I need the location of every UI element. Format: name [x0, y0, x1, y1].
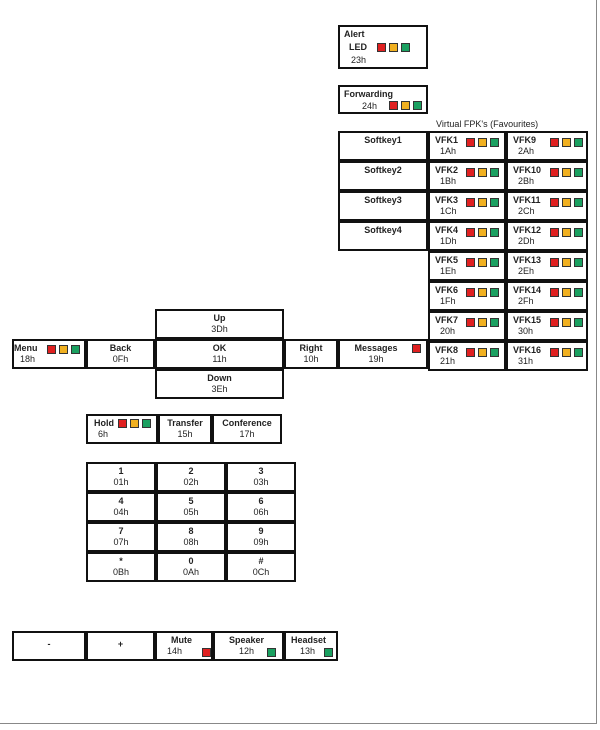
key-leds — [466, 348, 499, 357]
red-led-icon — [47, 345, 56, 354]
vfk-left-2-label: VFK2 — [435, 165, 459, 175]
red-led-icon — [466, 198, 475, 207]
keypad-key-8-code: 08h — [183, 537, 199, 547]
amber-led-icon — [478, 318, 487, 327]
amber-led-icon — [389, 43, 398, 52]
red-led-icon — [550, 318, 559, 327]
transfer-key[interactable] — [158, 414, 212, 444]
messages-key[interactable] — [338, 339, 428, 369]
red-led-icon — [389, 101, 398, 110]
alert-led-key[interactable] — [338, 25, 428, 69]
speaker-code: 12h — [239, 646, 255, 656]
red-led-icon — [550, 258, 559, 267]
key-leds — [466, 198, 499, 207]
green-led-icon — [490, 258, 499, 267]
amber-led-icon — [562, 198, 571, 207]
keypad-key-7-code: 07h — [113, 537, 129, 547]
red-led-icon — [466, 258, 475, 267]
virtual-fpk-caption: Virtual FPK's (Favourites) — [436, 119, 539, 129]
minus-label: - — [47, 639, 51, 649]
menu-leds — [47, 345, 80, 354]
red-led-icon — [377, 43, 386, 52]
vfk-left-7-label: VFK7 — [435, 315, 459, 325]
right-key[interactable] — [284, 339, 338, 369]
green-led-icon — [267, 648, 276, 657]
right-label: Right — [299, 343, 323, 353]
red-led-icon — [550, 198, 559, 207]
vfk-left-5[interactable] — [428, 251, 506, 281]
speaker-leds — [267, 648, 276, 657]
amber-led-icon — [562, 138, 571, 147]
vfk-right-5[interactable] — [506, 251, 588, 281]
headset-label: Headset — [291, 635, 327, 645]
green-led-icon — [401, 43, 410, 52]
hold-label: Hold — [94, 418, 114, 428]
up-label: Up — [213, 313, 226, 323]
key-leds — [550, 138, 583, 147]
speaker-label: Speaker — [229, 635, 265, 645]
green-led-icon — [413, 101, 422, 110]
vfk-left-6-label: VFK6 — [435, 285, 459, 295]
keypad-key-10-label: * — [119, 556, 123, 566]
key-leds — [550, 318, 583, 327]
softkey-2-label: Softkey2 — [364, 165, 402, 175]
hold-code: 6h — [98, 429, 109, 439]
green-led-icon — [71, 345, 80, 354]
red-led-icon — [466, 318, 475, 327]
vfk-left-8-code: 21h — [440, 356, 456, 366]
keypad-key-10-code: 0Bh — [112, 567, 129, 577]
vfk-left-2-code: 1Bh — [440, 176, 457, 186]
vfk-right-8-label: VFK16 — [513, 345, 542, 355]
down-label: Down — [207, 373, 232, 383]
messages-leds — [412, 344, 421, 353]
vfk-left-2[interactable] — [428, 161, 506, 191]
vfk-left-8[interactable] — [428, 341, 506, 371]
vfk-right-3-label: VFK11 — [513, 195, 541, 205]
vfk-right-5-code: 2Eh — [518, 266, 535, 276]
messages-label: Messages — [354, 343, 398, 353]
keypad-key-5-code: 05h — [183, 507, 199, 517]
amber-led-icon — [562, 228, 571, 237]
amber-led-icon — [59, 345, 68, 354]
red-led-icon — [466, 168, 475, 177]
forwarding-code: 24h — [362, 101, 378, 111]
green-led-icon — [324, 648, 333, 657]
green-led-icon — [574, 288, 583, 297]
keypad-key-8-label: 8 — [188, 526, 194, 536]
vfk-right-4[interactable] — [506, 221, 588, 251]
red-led-icon — [550, 138, 559, 147]
green-led-icon — [574, 228, 583, 237]
vfk-right-6-code: 2Fh — [518, 296, 534, 306]
softkey-4[interactable] — [338, 221, 428, 251]
speaker-key[interactable] — [213, 631, 284, 661]
green-led-icon — [490, 348, 499, 357]
green-led-icon — [574, 198, 583, 207]
keypad-key-3-label: 3 — [258, 466, 264, 476]
conference-key[interactable] — [212, 414, 282, 444]
vfk-right-7-label: VFK15 — [513, 315, 542, 325]
amber-led-icon — [401, 101, 410, 110]
keypad-key-11[interactable] — [156, 552, 226, 582]
keypad-key-1[interactable] — [86, 462, 156, 492]
red-led-icon — [550, 348, 559, 357]
back-label: Back — [109, 343, 132, 353]
amber-led-icon — [478, 348, 487, 357]
menu-code: 18h — [20, 354, 36, 364]
key-leds — [550, 168, 583, 177]
down-key[interactable] — [155, 369, 284, 399]
keypad-key-4-label: 4 — [118, 496, 124, 506]
amber-led-icon — [478, 288, 487, 297]
key-leds — [466, 168, 499, 177]
vfk-right-8[interactable] — [506, 341, 588, 371]
keypad-key-2-code: 02h — [183, 477, 199, 487]
vfk-right-4-label: VFK12 — [513, 225, 542, 235]
transfer-code: 15h — [177, 429, 193, 439]
softkey-4-label: Softkey4 — [364, 225, 402, 235]
messages-code: 19h — [368, 354, 384, 364]
vfk-right-1-code: 2Ah — [518, 146, 535, 156]
keypad-key-4[interactable] — [86, 492, 156, 522]
keypad-key-8[interactable] — [156, 522, 226, 552]
keypad-key-12-code: 0Ch — [252, 567, 270, 577]
vfk-right-1-label: VFK9 — [513, 135, 537, 145]
green-led-icon — [574, 258, 583, 267]
plus-label: + — [117, 639, 124, 649]
vfk-left-4-code: 1Dh — [440, 236, 457, 246]
plus-key[interactable] — [86, 631, 155, 661]
conference-code: 17h — [239, 429, 255, 439]
up-code: 3Dh — [211, 324, 228, 334]
red-led-icon — [550, 288, 559, 297]
headset-code: 13h — [300, 646, 316, 656]
conference-label: Conference — [222, 418, 272, 428]
amber-led-icon — [562, 258, 571, 267]
vfk-left-5-code: 1Eh — [440, 266, 457, 276]
vfk-right-8-code: 31h — [518, 356, 534, 366]
amber-led-icon — [562, 288, 571, 297]
red-led-icon — [550, 168, 559, 177]
menu-key[interactable] — [12, 339, 86, 369]
red-led-icon — [466, 288, 475, 297]
alert-sub-label: LED — [349, 42, 367, 52]
vfk-right-2[interactable] — [506, 161, 588, 191]
amber-led-icon — [562, 318, 571, 327]
keypad-key-5-label: 5 — [188, 496, 194, 506]
key-leds — [550, 288, 583, 297]
vfk-left-7[interactable] — [428, 311, 506, 341]
headset-leds — [324, 648, 333, 657]
amber-led-icon — [562, 348, 571, 357]
vfk-right-7[interactable] — [506, 311, 588, 341]
softkey-3-label: Softkey3 — [364, 195, 402, 205]
keypad-key-7[interactable] — [86, 522, 156, 552]
alert-label: Alert — [344, 29, 365, 39]
down-code: 3Eh — [211, 384, 228, 394]
green-led-icon — [142, 419, 151, 428]
key-leds — [466, 138, 499, 147]
key-leds — [466, 318, 499, 327]
ok-code: 11h — [212, 354, 227, 364]
vfk-left-1[interactable] — [428, 131, 506, 161]
hold-key[interactable] — [86, 414, 158, 444]
green-led-icon — [490, 138, 499, 147]
up-key[interactable] — [155, 309, 284, 339]
keypad-key-2[interactable] — [156, 462, 226, 492]
transfer-label: Transfer — [167, 418, 203, 428]
headset-key[interactable] — [284, 631, 338, 661]
keypad-key-5[interactable] — [156, 492, 226, 522]
red-led-icon — [118, 419, 127, 428]
hold-leds — [118, 419, 151, 428]
keypad-key-11-code: 0Ah — [182, 567, 199, 577]
mute-code: 14h — [167, 646, 183, 656]
keypad-key-1-label: 1 — [118, 466, 124, 476]
vfk-right-1[interactable] — [506, 131, 588, 161]
red-led-icon — [412, 344, 421, 353]
alert-code: 23h — [351, 55, 367, 65]
keypad-key-6-code: 06h — [253, 507, 269, 517]
amber-led-icon — [130, 419, 139, 428]
key-leds — [550, 198, 583, 207]
menu-label: Menu — [14, 343, 38, 353]
softkey-1[interactable] — [338, 131, 428, 161]
keypad-key-12[interactable] — [226, 552, 296, 582]
amber-led-icon — [478, 138, 487, 147]
keypad-key-1-code: 01h — [113, 477, 129, 487]
vfk-right-2-label: VFK10 — [513, 165, 542, 175]
vfk-left-5-label: VFK5 — [435, 255, 459, 265]
vfk-right-3-code: 2Ch — [518, 206, 535, 216]
mute-key[interactable] — [155, 631, 213, 661]
amber-led-icon — [562, 168, 571, 177]
keypad-key-12-label: # — [258, 556, 264, 566]
green-led-icon — [490, 318, 499, 327]
green-led-icon — [574, 318, 583, 327]
vfk-right-3[interactable] — [506, 191, 588, 221]
keypad-key-4-code: 04h — [113, 507, 129, 517]
keypad-key-2-label: 2 — [188, 466, 194, 476]
green-led-icon — [574, 168, 583, 177]
vfk-right-4-code: 2Dh — [518, 236, 535, 246]
keypad-key-11-label: 0 — [188, 556, 194, 566]
vfk-left-4-label: VFK4 — [435, 225, 459, 235]
back-code: 0Fh — [112, 354, 129, 364]
minus-key[interactable] — [12, 631, 86, 661]
keypad-key-10[interactable] — [86, 552, 156, 582]
vfk-left-6[interactable] — [428, 281, 506, 311]
vfk-right-7-code: 30h — [518, 326, 534, 336]
key-leds — [466, 228, 499, 237]
ok-label: OK — [212, 343, 227, 353]
vfk-right-6[interactable] — [506, 281, 588, 311]
vfk-left-3-code: 1Ch — [440, 206, 457, 216]
forwarding-leds — [389, 101, 422, 110]
vfk-left-3[interactable] — [428, 191, 506, 221]
key-leds — [466, 288, 499, 297]
key-leds — [550, 348, 583, 357]
vfk-right-6-label: VFK14 — [513, 285, 542, 295]
mute-leds — [202, 648, 211, 657]
keypad-key-6-label: 6 — [258, 496, 264, 506]
green-led-icon — [490, 228, 499, 237]
vfk-left-7-code: 20h — [440, 326, 456, 336]
alert-leds — [377, 43, 410, 52]
ok-key[interactable] — [155, 339, 284, 369]
keypad-key-3[interactable] — [226, 462, 296, 492]
softkey-2[interactable] — [338, 161, 428, 191]
vfk-left-4[interactable] — [428, 221, 506, 251]
amber-led-icon — [478, 168, 487, 177]
vfk-left-1-label: VFK1 — [435, 135, 459, 145]
keypad-key-9-code: 09h — [253, 537, 269, 547]
red-led-icon — [466, 138, 475, 147]
vfk-left-8-label: VFK8 — [435, 345, 459, 355]
softkey-1-label: Softkey1 — [364, 135, 402, 145]
keypad-key-9-label: 9 — [258, 526, 264, 536]
vfk-left-6-code: 1Fh — [440, 296, 456, 306]
red-led-icon — [550, 228, 559, 237]
forwarding-key[interactable] — [338, 85, 428, 114]
red-led-icon — [466, 348, 475, 357]
amber-led-icon — [478, 228, 487, 237]
green-led-icon — [490, 288, 499, 297]
keypad-key-3-code: 03h — [253, 477, 269, 487]
green-led-icon — [574, 348, 583, 357]
vfk-right-2-code: 2Bh — [518, 176, 535, 186]
vfk-left-1-code: 1Ah — [440, 146, 457, 156]
mute-label: Mute — [171, 635, 192, 645]
back-key[interactable] — [86, 339, 155, 369]
amber-led-icon — [478, 258, 487, 267]
forwarding-label: Forwarding — [344, 89, 393, 99]
keypad-key-7-label: 7 — [118, 526, 124, 536]
key-leds — [466, 258, 499, 267]
green-led-icon — [574, 138, 583, 147]
green-led-icon — [490, 198, 499, 207]
red-led-icon — [202, 648, 211, 657]
vfk-left-3-label: VFK3 — [435, 195, 459, 205]
green-led-icon — [490, 168, 499, 177]
keypad-key-9[interactable] — [226, 522, 296, 552]
softkey-3[interactable] — [338, 191, 428, 221]
key-leds — [550, 258, 583, 267]
key-leds — [550, 228, 583, 237]
keypad-key-6[interactable] — [226, 492, 296, 522]
red-led-icon — [466, 228, 475, 237]
amber-led-icon — [478, 198, 487, 207]
vfk-right-5-label: VFK13 — [513, 255, 542, 265]
right-code: 10h — [303, 354, 319, 364]
